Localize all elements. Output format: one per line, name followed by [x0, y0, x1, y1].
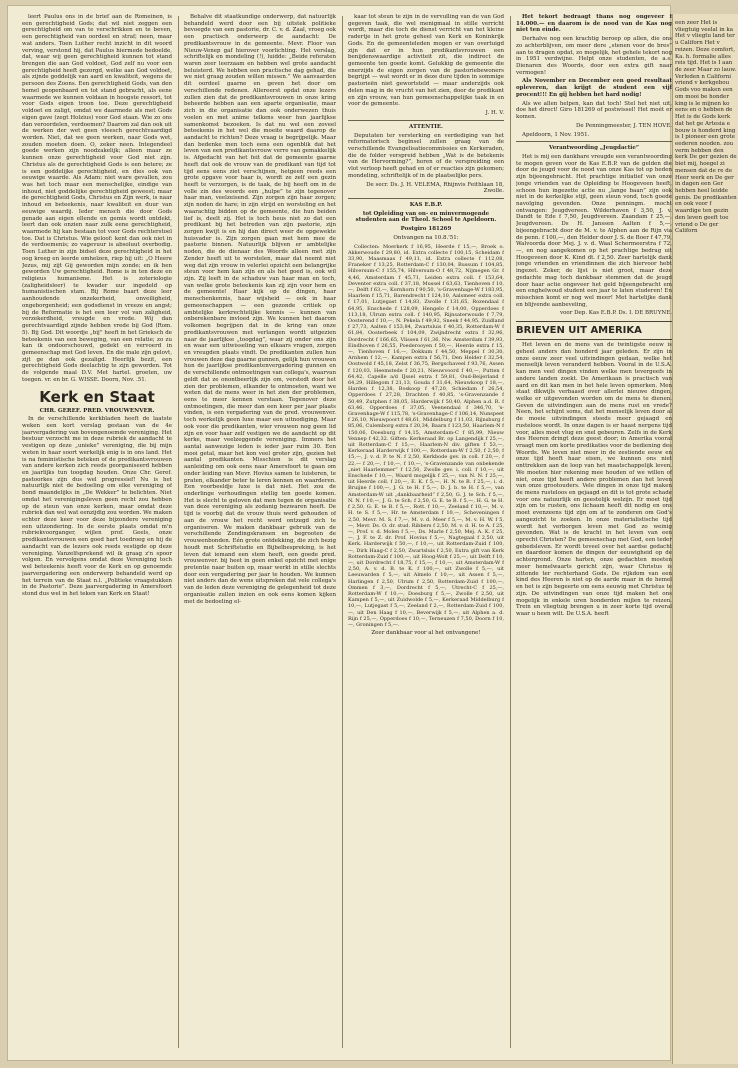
column-4	[516, 14, 672, 1054]
kerk-en-staat-subhead: CHR. GEREF. PRED. VROUWENVER.	[39, 407, 155, 414]
column-rule	[510, 16, 511, 1048]
kas-heading: KAS E.B.P.	[409, 201, 443, 208]
thanks-line: Zeer dankbaar voor al het ontvangene!	[371, 630, 481, 637]
appeal-bold: Als November en December een goed resultaat opleveren, dan krijgt de student een vijf procent!!! En gij hebben het hard nodig!	[516, 78, 672, 98]
attentie-signature: De secr. Ds. J. H. VELEMA, Rhijnvis Feithlaan 18, Zwolle.	[366, 181, 504, 195]
divider	[516, 141, 672, 142]
attentie-text: Deputaten ter versterking en verdediging van het reformatorisch beginsel zullen graag van de verschillende Evangelisatiecommissies en Kerkeraden, die de folder verspreid hebben „Wat is de betekenis van de Hervorming?”, horen of de verspreiding een vlot verloop heeft gehad en of er reacties zijn gekomen; mondeling, schriftelijk of in de plaatselijke pers.	[348, 132, 504, 179]
column-2	[184, 14, 336, 1054]
adjacent-page-strip	[672, 14, 738, 1064]
kerk-en-staat-continued: Behalve dit staatkundige onderwerp, dat natuurlijk behandeld werd door een bij uitstek politieke bevoegde van een pastorie, dr. C. v. d. Zaal, vroeg ook een practisch onderwerp de aandacht: De predikantsvrouw in de gemeente. Mevr. Floor van Nieuw-Venep gaf hierover voorlichting. Het verslag, schriftelijk en mondeling (!), luidde: „Beide referaten waren zeer leerzaam en hebben wel grote aandacht beluisterd. We hebben een practische dag gehad, die we niet graag zouden willen missen.” We aanvaarden dit oordeel gaarne en geven het door om verschillende redenen. Allereerst opdat onze lezers zullen zien dat de predikantsvrouwen in onze kring beheerde hebben aan een aparte organisatie, maar zich in die organisatie dan ook onderwezen thuis voelen en met anime telkens weer hun jaarlijkse samenkomst bezoeken. Is dat nu wel een zoveel beteekenis in het wel die moeite waard daarop de aandacht te richten? Deze vraag is begrijpelijk. Maar dan bedenke men toch eens een ogenblik dat het leven van een predikantsvrouw verre van gemakkelijk is. Afgedacht van het feit dat de gemeente gaarne heeft dat ook de vrouw van de predikant van tijd tot tijd eens eens ziet verschijnen, hetgeen reeds een grote opgave voor haar is, wordt ze zelf een gezin heeft te verzorgen, is de taak, de bij heeft om in de volle zin des woords een „hulpe” te zijn tegenover haar man, veelzeisend. Zijn zorgen zijn haar zorgen; zijn noden de hare; in zijn strijd en worsteling en het waarachtig bidden op de gemeente, die hun beiden lief is, deelt zij. Het is toch heus niet zo dat een predikant bij het betreden van zijn pastorie, zijn zorgen kwijt is en hij dan direct weer de opgewekte huisvader is. Zijn zorgen gaan met hem mee de pastorie binnen. Natuurlijk blijven er ambtelijke noden, die de dienaar des Woords alleen met zijn Zender heeft uit te worstelen, maar dat neemt niet weg dat zijn vrouw in velerlei opzicht een belangrijke steun voor hem kan zijn en als het goed is, ook wil zijn. Zij leeft in de schaduw van haar man en toch, van welke grote beteekenis kan zij zijn voor hem en de gemeente! Haar kijk op de dingen, haar menschenkennis, haar wijsheid — ook in haar gemeenschappen — een gezonde critiek op ambtelijke kerkrechtelijke kennis — kunnen van onberekenbare invloed zijn. We kunnen het daarom volkomen begrijpen dat in de kring van onze predikantsvrouwen met verlangen wordt uitgezien naar de jaarlijkse „toogdag”, waar zij onder ons zijn en waar een uitwisseling van elkaars vragen, zorgen en vreugden plaats vindt. De predikanten zullen hun vrouwen deze dag gaarne gunnen, gelijk hun vrouwen hun de jaarlijkse predikantenvergadering gunnen en de verschillende ontmoetingen van collega's, waarvan geldt dat ze onontbeerlijk zijn om, verstedt door het zien der problemen, elkander te ontmoeten, want we weten dat de mens weer in het zien der problemen, eens te meer kennen verstaan. Tegenover deze ontmoetingen, die meer dan een keer per jaar plaats vinden, is een vergadering van de pred. vrouwenver. toch werkelijk geen luxe maar een uitnodiging. Maar ook voor die predikanten, wier vrouwen nog geen lid zijn en voor haar zelf vestigen we de aandacht op dit kerke, maar veelzeggende vereniging. Immers het aantal aanwezige leden is ieder jaar ruim 30. Een mooi getal, maar het kon veel groter zijn, gezien het aantal predikanten. Misschien is dit verslag aanleiding om ook eens naar Amersfoort te gaan om onder leiding van Mevr. Hovius samen te luisteren, te praten, elkander beter te leren kennen en waarderen. Een voorbeeldje luxe is dat niet. Het zou de onderlinge verhoudingen stellig ten goede komen. Het is slecht te geloven dat men tegen de organisatie van deze vereniging als zodanig bezwaren heeft. De tijd is voorbij dat de vrouw thuis werd gehouden of aan de vrouw het recht werd ontzegd zich te organiseren. We maken dankbaar gebruik van de verschillende Zendingskransen en begrooten de vrouwenbonden. Eén grote ontdekking, die zich bezig houdt met Schriftstudie en Bijbelbespreking, is het leven dat iemand een stem heeft, een goede pred. vrouwenver. bij heet in geen enkel opzicht met enige pretentie naar buiten op, maar werkt in stille slechts door een vergadering per jaar te houden. We kunnen niet anders dan de wens uitspreken dat vele collega's van de leden deze vereniging de gelegenheid tot deze organisatie zullen inzien en ook eens komen kijken met de bedoeling el-	[184, 14, 336, 605]
newspaper-sheet	[8, 6, 670, 1060]
column-3	[348, 14, 504, 1054]
wisse-letter-text: leert Paulus ons in de brief aan de Romeinen, is een gerechtigheid Gods; dat wil niet zeggen een gerechtigheid om van te verschrikken en te beven, een gerechtigheid van oordeel en straf; neen, maar wat anders. Toen Luther recht inzicht in dit woord verving, verstond hij, dat Paulus hiermede bedoelde, dat, waar wij geen gerechtigheid kunnen tot stand brengen die aan God voldoet, God zelf nu voor een gerechtigheid heeft gezorgd, welke aan God voldoet, als zijnde goddelijk van aard en kwaliteit, wegens de persoon des Zoons. Een gerechtigheid Gods, van den hemel geopenbaard en tot stand gebracht, als eene waarmede we kunnen voldaan in hoogste ressort, tot voor Gods eigen troon toe. Deze gerechtigheid voldoet en zaligt, omdat we daarmede als met Gods eigen gave (zegt Holzius) voor God staan. Wie zo ons dan veroordelen, verdoemen? Daarom zal dan ook uit de werken der wet geen vleesch gerechtvaardigd worden. Niet, dat we geen werken, naar Gods wet, zouden moeten doen. O, zeker neen. Integendeel goede werken zijn noodzakelijk; alleen maar ze kunnen onze gerechtigheid voor God niet zijn. Christus als de gerechtigheid Gods is een betere; ze is een goddelijke gerechtigheid, en dies ook van eeuwige waarde. Als Adam: niet ware gevallen, zou was het toch maar een menschelijke, eindige van inhoud, niet goddelijke gerechtigheid geweest; maar de gerechtigheid Gods, Christus en Zijn werk, is naar inhoud en beteekenis, naar kwaliteit en duur van eeuwige waardij. Ieder mensch die door Gods genade aan eigen ellende en gemis wordt ontdekt, leert dan ook onzien naar zulk eene gerechtigheid, waarmede hij kan bestaan tot voor Gods rechterstoel toe. Dat is Christus. Wie geloof: kent dan ook niet in de verdoemenis; zo vagevuur is absoluut overbodig. Toen Luther in zijn bidsel deze gerechtigheid in het oog kreeg en leerde omhelzen, riep hij uit: „O Heere Jezus, mij zijt Gij geworden mijn zonde; en ik ben geworden Uw gerechtigheid. Rome is in ten deze en religieus humanisme. Het is zoteriologie (zaligheidsleer) te kwader uur ingedeld op humanistischen stam. Bij Rome baart deze leer aanhoudende onzekerheid, onveiligheid, ongeborgenheid; een godsdienst in vreeze en angst; bij de Reformatie is het een leer vol van zaligheid, verzekerdheid, vreugde en vrede. Wij dan gerechtvaardigd zijnde hebben vrede bij God (Rom. 5). Bij God. Dit woordje „bij” heeft in het Grieksch de beteekenis van een beweging, van een relatie; zo zu kan ik ondoorschouwd, gedekt en vervoerd in gemeenschap met God leven. En die male zijn gelovt, zijt ge dan ook gezaligd. Heerlijk bezit, een gerechtigheid Gods deelachtig te zijn geworden. Tot de volgende maal D.V. Met hartel. groeten, uw toegen. vr. en br. G. WISSE. Doorn, Nov. .51.	[22, 14, 172, 383]
signature-jhv: J. H. V.	[485, 110, 504, 117]
deficit-notice: Het tekort bedraagt thans nog ongeveer f 14.000.— en daarom is de nood van de Kas nog niet ten einde.	[516, 14, 672, 34]
postgiro: Postgiro 181269	[400, 226, 452, 233]
appeal-text: Derhalve nog een krachtig beroep op allen, die ons zo achterblijven, om meer dere „stenen voor de bres” aan te dragen opdat, zo mogelijk, het gehele tekort nog in 1951 verdwijne. Helpt onze studenten, de a.s. Dienaren des Woords, door een extra gift naar vermogen!	[516, 36, 672, 76]
ontvangen-line: Ontvangen na 10.8.'51:	[393, 234, 459, 241]
kerk-en-staat-headline: Kerk en Staat	[39, 387, 155, 406]
jeugdactie-text: Het is mij een dankbare vreugde een verantwoording te mogen geven voor de Kas E.B.P. van de gelden die door de jeugd voor de nood van onze Kas tot op heden zijn bijeengebracht. Het prachtige initiatief van onze jonge vrienden van de Opleiding te Hoogeveen heeft, schoon hun ingezette actie nu „lange baan” zijn ook niet in de kerkelijke stijl, geen steun vond, toch goede navolging gevonden. Onze penningm. mocht ontvangen: Jeugdvereen. Wilderhaven f 3,50, J. v. Dandt te Ede f 7,50, Jeugdvereen. Zaandam f 25,—, Jeugdvereen. Ds H. Janssen Aalten f 5,—, bijeengebracht door de M. v. te Alphen aan de Rijn via de penn. f 100,—, den Helder door J. S. de Boer f 47,79, Walvoorda door Mej. J. v. d. Waal Schermeerstra f 72,—, en nog aangekomen op het prachtige bedrag uit Hoogeveen door K. Kind dt. f 2,50. Zeer hartelijk dank jonge vrienden en vriendinnen die zich hiervoor hebt ingezet. Zeker, de lijst is niet groot, maar deze gedachte mag toch dankbaar stemmen dat de jeugd door haar actie ongeveer het geld bijeengebracht em een enghelwoud student een jaar te laten studeren! En misschien komt er nog wel meer! Met hartelijke dank en blijvende aanbeveling,	[516, 153, 672, 308]
appeal-text-2: Als we allen helpen, kan dat toch! Stel het niet uit, doe het direct! Giro 181269 of postwissel! Het moét er komen.	[516, 100, 672, 121]
brieven-uit-amerika-headline: BRIEVEN UIT AMERIKA	[516, 321, 672, 340]
column-rule	[178, 16, 179, 1048]
kerk-en-staat-article: In de verschillende kerkbladen heeft de laatste weken een kort verslag gestaan van de 4e jaarvergadering van bovengenoemde vereniging. Het bestuur verzocht me in deze rubriek de aandacht te vestigen op deze „unieke” vereniging, die bij mijn weten in haar soort werkelijk enig is in ons land. Het is na feministische beteken of de predikantsvrouwen van andere kerken zich reeds georganiseerd hebben en jaarlijks tun toogdag houden. Onze Chr. Geref. pastoorkes zijn dus wel progressief! Nu is het natuurlijk niet de bedoeling om elke vereniging of bond maandelijks in „De Wekker” te belichten. Niet omdat het verenigingsleven geen recht zou hebben op de steun van onze kerken, maar omdat deze rubriek dan wel wat eenzijdig zou worden. We maken echter deze keer voor deze bijzondere vereniging een uitzondering. In de eerste plaats omdat m'n rubriekvoorganger, wijlen prof. Geels, onze predikantsvrouwen een goed hart toedroeg en hij de aandacht van de lezers ook reeds vestigde op deze vereniging. Vanzelfsprekend wil ik graag z'n spoor volgen. En vervolgens omdat deze Vereniging toch wel beteekenis heeft voor de Kerk en op genoemde jaarvergadering een onderwerp behandeld werd op het terrein van de Staat n.l. „Politieke vraagstukken in de Pastorie”. Deze jaarvergadering in Amersfoort stond dus wel in het teken van Kerk en Staat!	[22, 416, 172, 597]
column-1	[22, 14, 172, 1054]
amerika-article: Het leven en de mens van de twintigste eeuw is geheel anders dan honderd jaar geleden. Er zijn in onze eeuw zeer veel uitvindingen gedaan, welke het menselijk leven veranderd hebben. Vooral in de U.S.A. kan men veel dingen vinden welke men tevergeefs in andere landen zoekt. De Amerikaan is practisch van aard en dit kan men in het hele leven opmerken. Men staat dikwijls verbaasd over allerlei nieuwe dingen, welke er uitgevonden worden om de mens te dienen. Geven de uitvindingen aan de mens rust en vrede? Neen, het schijnt soms, dat het menselijk leven door al de moeie uitvindingen steeds meer gejaagd en rusteloos wordt. In onze dagen is er haast nergens tijd voor, alles moet vlug en snel gebeuren. Zelfs in de Kerk des Heeren dringt deze geest door; in Amerika vooral vraagt men om korte predikaties voor de bediening des Woords. We leven niet meer in de zestiende eeuw en onze tijd heeft haar eisen, we kunnen ons niet onttrekken aan de loop van het maatschappelijk leven. We moeten hier rekening mee houden of we willen of niet, onze tijd heeft andere problemen dan het leven van onze grootouders. Vele dingen in onze tijd maken de mens rusteloos en gejaagd en dit is tot grote schade voor ons natuurlijk en geestelijk welzijn. Er moet tijd zijn om te rusten, ons lichaam heeft dit nodig en ons moet evenzeens tijd zijn om af te zonderen om God's aangezicht te zoeken. In onze materialistische tijd wordt het verborgen leven met God zo weinig gevonden. Wat is de kracht in het leven van een oprecht Christen? De gemeenschap met God, een teder gebedsleven. Er wordt teveel over het aardse gedacht en daardoor komen de dingen der eeuwigheid op de achtergrond. Onze harten, onze gedachten moeten meer hemelwaarts gericht zijn, waar Christus is zittende ter rechterhand Gods. De rijkdom van een kind des Heeren is niet op de aarde maar in de hemel en het is zijn begeerte om eens eeuwig met Christus te zijn. De uitvindingen van onze tijd maken het ons mogelijk in enkele uren honderden mijlen te reizen. Trein en vliegtuig brengen u in zeer korte tijd overal waar u heen wilt. De U.S.A. heeft	[516, 342, 672, 617]
jeugdactie-signature: voor Dep. Kas E.B.P. Ds. I. DE BRUYNE.	[560, 310, 672, 317]
attentie-heading: ATTENTIE.	[409, 123, 443, 130]
place-date: Apeldoorn, 1 Nov. 1951.	[522, 131, 590, 138]
column-rule	[342, 16, 343, 1048]
jeugdactie-heading: Verantwoording „Jeugdactie”	[548, 145, 640, 152]
kas-subheading: tot Opleiding van on- en minvermogende studenten aan de Theol. School te Apeldoorn.	[355, 210, 497, 224]
divider	[348, 198, 504, 199]
pastorie-article-end: kaar tot steun te zijn in de vervulling van de van God gegeven taak, die wel menigmaal in stille verricht wordt, maar die toch de dienst verricht van het kleine radertje in het grote geheel van Kerk en Koninkrijk Gods. En de gemeenteleden mogen er van overtuigd zijn dat er in hun predikantsvrouwen een benijdenswaardige activiteit zit, die indirect de gemeente ten goede komt. Gelukkig de gemeente die enerzijds de eigen zorgen van de pastoriebewoners begrijpt — wat wordt er in deze dure tijden in sommige pastorieën niet gewortsteld — maar anderzijds ook delen mag in de vrucht van het zien, door de predikant en zijn vrouw, van hun gemeenschappelijke taak in en voor de gemeente.	[348, 14, 504, 108]
treasurer-signature: De Penningmeester, J. TEN HOVE.	[575, 122, 672, 129]
donations-list: Collecten: Moerkerk f 16,95, Heerde f 15,—, Broek o. Akkerwoude f 29,80, id. Extra collecte f 100,15, Scheidam f 33,90, Maasmaas f 49,11, id. Extra collecte f 112,08, Franeker f 13,25, Rotterdam-C f 130,04, Bussum f 104,85, Hilversum-C f 155,74, Hilversum-O f 48,72, Nijmegen Gr. f 4,46, Amsterdam f 45,71, Leiden extra coll. f 153,64, Deventer extra coll. f 37,18, Mussel f 63,63, Tienhoven f 10,—, Delft f 63,—, Kornhorn f 90,50, 's-Gravenhage-W f 183,95, Haarlem f 15,71, Barendrecht f 124,10, Aalsmeer extra coll. f 17,01, Lutjegast f 14,83, Zwolle f 131,65, Rozendaal f 64,95, Enschede f 128,09, Hengelo f 14,00, Opperdoes f 113,18, Ulrum extra coll. f 140,95, Rijnsaterwoude f 7,79, Oosterend f 10,—, N. Pekela f 49,92, Sneek f 44,95, Zuidland f 27,73, Aalten f 153,84, Zwartsluis f 40,35, Rotterdam-W f 61,84, Oosterbeek f 104,09, Zwijndrecht extra f 32,96, Dordrecht f 166,65, Vlissen f 61,36, Nw. Amsterdam f 39,93, Eindhoven f 26,55, Poederooyen f 50,—, Heerde extra f 15,—, Tienhoven f 16,—, Dokkum f 44,50, Meppel f 30,30, Arnhem f 12,—, Kampen extra f 56,71, Den Helder f 32,54, Oostwold f 45,18, Zelst f 36,75, Bergschaveel f 93,76, Assen f 120,03, Heemstede f 20,21, Nieuwvoord f 40,—, Putten f 64,42, Capelle a/d IJssel extra f 59,81, Oud-Beijerland f 64,29, Hillegom f 21,13, Gouda f 31,64, Nieuwkoop f 18,—, Harden f 12,38, Boskoop f 47,20, Schiedam f 26,54, Opperdoes f 27,28, Drachten f 40,85, 's-Gravenzande f 50,49, Zutphen f 38,05, Harderwijk f 50,40, Alphen a.d. R. f 63,46, Opperdoes f 37,05, Veenendaal f 346,70, 's-Gravenhage-W f 115,78, 's-Gravenhage-C f 106,14, Nunspeet f 26,10, Nieuwpoort f 48,61, Middelburg f 11,03, Rijnsburg f 85,06, Culemborg extra f 20,34, Baarn f 123,50, Haarlem-N f 150,06, Doesburg f 14,15, Amsterdam-C f 85,99, Nieuw Vennep f 42,32. Giften: Kerkeraad Br. op Langendijk f 25,—, uit Rotterdam-C f 15,—, Haarlem-N div. giften f 53,—, Kerkeraad Harderwijk f 100,—, Rotterdam-W f 2,50, f 2,50, f 15,—, J. v. d. P. te N. f 2,50, Kerkbode gev. in coll. f 20,—, f 22,— f 20,—, f 10,—, f 10,—, 's-Gravenzande van onbekende „niet Haarlemmer” f 12,50, Zwolle gev. i. coll. f 10,—, uit Enschede f 10,—, Waard mogelijk f 25,—, van N. N. f 25,—, uit Heerde coll. f 20,—, E. K. f 5,—, H. N. te B. f 25,—, i. d. Bruijne f 100,—, J. G. te H. f 5,—, D. J. b. te H. f 5,—, van Amsterdam-W uit „dankbaarheid” f 2,50, G. J. te Sch. f 5,—, N. N. f 10,—, J. G. te Sch. f 2,50, G. E. te B. f 5,—, H. G. te H. f 2,50, G. E. te B. f 5,—, Rott. f 10,—, Zeeland f 10,—, M. v. H. te S. f 5,—, Hr. te Amsterdam f 10,—, Scheveningen f 2,50, Mevr. M. S. f 7,—, M. v. d. Meer f 5,—, M. v. H. W. f 5,—, Mevr. Ds. O. dr. stud. Ribbers f 2,50, M. v. d. H. te A. f 25,—, Prof. v. d. Molen f 5,—, Ds. Marle f 2,50, Mej. A. K. f 25,—, J. F. te Z. dr. Prof. Hovius f 5,—, Nagtegaal f 2,50, uit Kerk. Harderwijk f 50,—, f 10,—, uit Rotterdam-Zuid f 100,—, Dirk Haag-C f 2,50, Zwartsluis f 2,50, Extra gift van Kerk Rotterdam-Zuid f 100,—, uit Hoog-Wolt f 25,—, uit Delft f 10,—, uit Dordrecht f 18,75, f 15,—, f 10,—, uit Amsterdam-W f 2,50, A. v. d. B. te K. f 100,—, uit Zwolle f 5,—, uit Leeuwarden f 5,—, uit Almelo f 10,—, uit Assen f 5,—, Harlingen f 2,50, Ulrum f 2,50, Rotterdam-Zuid f 100,—, Ommen f 3,—, Dordrecht f 5,—, Utrecht-C f 25,—, Rotterdam-W f 10,—, Doesburg f 5,—, Zwolle f 2,50, uit Kampen f 5,—, uit Zuidwolde f 5,—, Kerkeraad Middelburg f 10,—, Lutjegast f 5,—, Zeeland f 2,—, Rotterdam-Zuid f 100,—, uit Den Haag f 10,—, Beverwijk f 5,—, uit Alphen a. d. Rijn f 25,—, Opperdoes f 10,—, Terneuzen f 7,50, Doorn f 10,—, Groningen f 5,—.	[348, 243, 504, 628]
divider	[348, 120, 504, 121]
adjacent-page-text: een zeer Het is vliegtuig veelal in ka Het v vliegtu land ter u Californ Het v reizen. Deze comfort, Ka. h. formalie alles reis tijd. Het is I aan de zeer Maar zo lauw. Verleden n Californi vriend v kerkgebou Gods voo maken een om mooi be honder king is le mijnen ko eens en o hebben de Het is de Gods kerk dat het ge Artesia e bouw is honderd king is I pioneer een grote eederen nooden. zou verm hebben den kerk De ger gezien de biet mij, hoegel zi mensen dat de re de Heer werk en De ger in dagen een Ger hebben heel leidde genis. De predikanten en ook voor f waardige ten gezin den leven geeft toe vriend o De ger Californ	[675, 20, 737, 235]
